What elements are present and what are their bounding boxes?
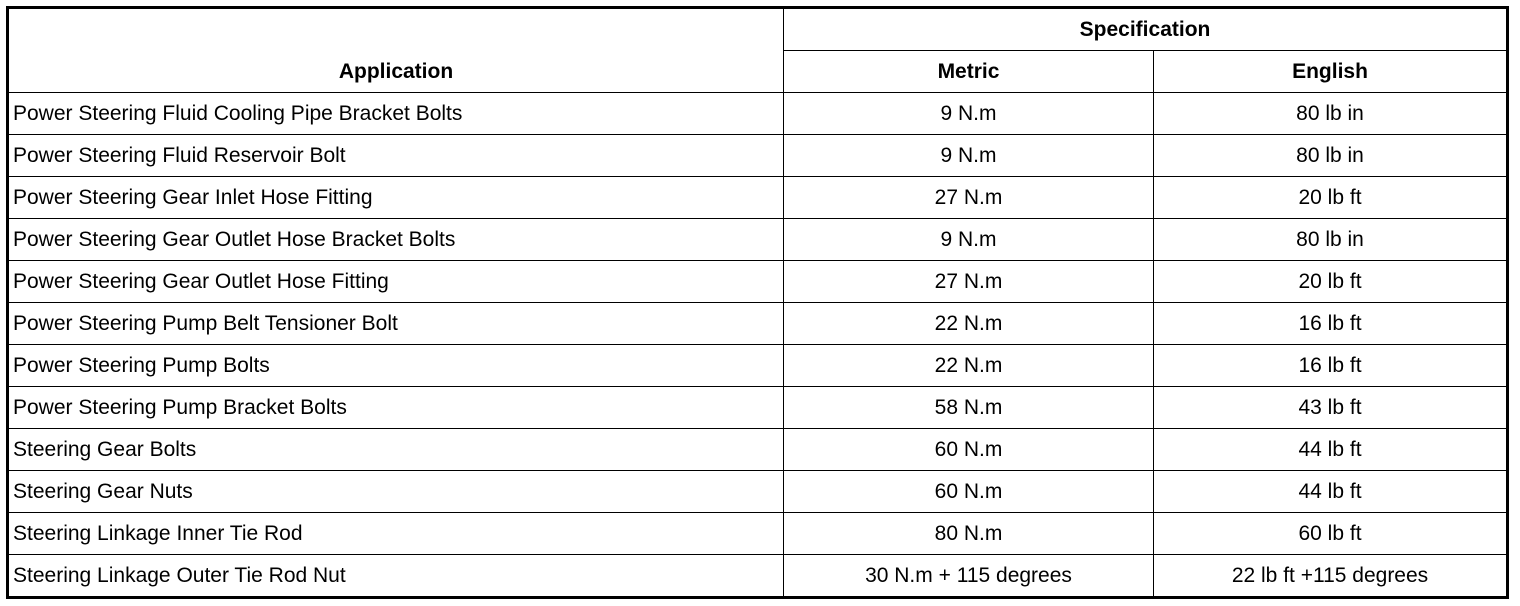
metric-cell: 9 N.m [784, 219, 1154, 261]
english-cell: 44 lb ft [1154, 429, 1508, 471]
metric-cell: 22 N.m [784, 303, 1154, 345]
table-body [8, 93, 1508, 598]
metric-cell: 58 N.m [784, 387, 1154, 429]
english-cell: 16 lb ft [1154, 345, 1508, 387]
metric-cell: 22 N.m [784, 345, 1154, 387]
table-row [8, 471, 1508, 513]
header-row-top [8, 8, 1508, 51]
table-row [8, 345, 1508, 387]
english-cell: 16 lb ft [1154, 303, 1508, 345]
english-cell: 44 lb ft [1154, 471, 1508, 513]
metric-cell: 60 N.m [784, 471, 1154, 513]
metric-cell: 9 N.m [784, 93, 1154, 135]
english-cell: 22 lb ft +115 degrees [1154, 555, 1508, 598]
english-cell: 20 lb ft [1154, 177, 1508, 219]
metric-cell: 9 N.m [784, 135, 1154, 177]
table-row [8, 219, 1508, 261]
english-cell: 80 lb in [1154, 219, 1508, 261]
application-cell: Steering Linkage Outer Tie Rod Nut [8, 555, 784, 598]
english-cell: 80 lb in [1154, 93, 1508, 135]
table-row [8, 513, 1508, 555]
specification-header: Specification [784, 8, 1508, 51]
application-header: Application [8, 8, 784, 93]
application-cell: Power Steering Fluid Reservoir Bolt [8, 135, 784, 177]
fastener-spec-table [6, 6, 1509, 599]
application-cell: Power Steering Pump Bolts [8, 345, 784, 387]
application-cell: Power Steering Pump Belt Tensioner Bolt [8, 303, 784, 345]
table-row [8, 177, 1508, 219]
table-row [8, 93, 1508, 135]
metric-header: Metric [784, 51, 1154, 93]
metric-cell: 27 N.m [784, 261, 1154, 303]
application-cell: Steering Linkage Inner Tie Rod [8, 513, 784, 555]
english-cell: 80 lb in [1154, 135, 1508, 177]
application-cell: Power Steering Gear Inlet Hose Fitting [8, 177, 784, 219]
english-header: English [1154, 51, 1508, 93]
application-cell: Power Steering Gear Outlet Hose Fitting [8, 261, 784, 303]
table-row [8, 261, 1508, 303]
metric-cell: 80 N.m [784, 513, 1154, 555]
english-cell: 60 lb ft [1154, 513, 1508, 555]
english-cell: 43 lb ft [1154, 387, 1508, 429]
table-row [8, 555, 1508, 598]
application-cell: Power Steering Pump Bracket Bolts [8, 387, 784, 429]
metric-cell: 60 N.m [784, 429, 1154, 471]
table-row [8, 387, 1508, 429]
table-row [8, 429, 1508, 471]
application-cell: Steering Gear Bolts [8, 429, 784, 471]
table-row [8, 303, 1508, 345]
metric-cell: 27 N.m [784, 177, 1154, 219]
english-cell: 20 lb ft [1154, 261, 1508, 303]
table-row [8, 135, 1508, 177]
application-cell: Steering Gear Nuts [8, 471, 784, 513]
application-cell: Power Steering Fluid Cooling Pipe Bracket Bolts [8, 93, 784, 135]
application-cell: Power Steering Gear Outlet Hose Bracket Bolts [8, 219, 784, 261]
metric-cell: 30 N.m + 115 degrees [784, 555, 1154, 598]
